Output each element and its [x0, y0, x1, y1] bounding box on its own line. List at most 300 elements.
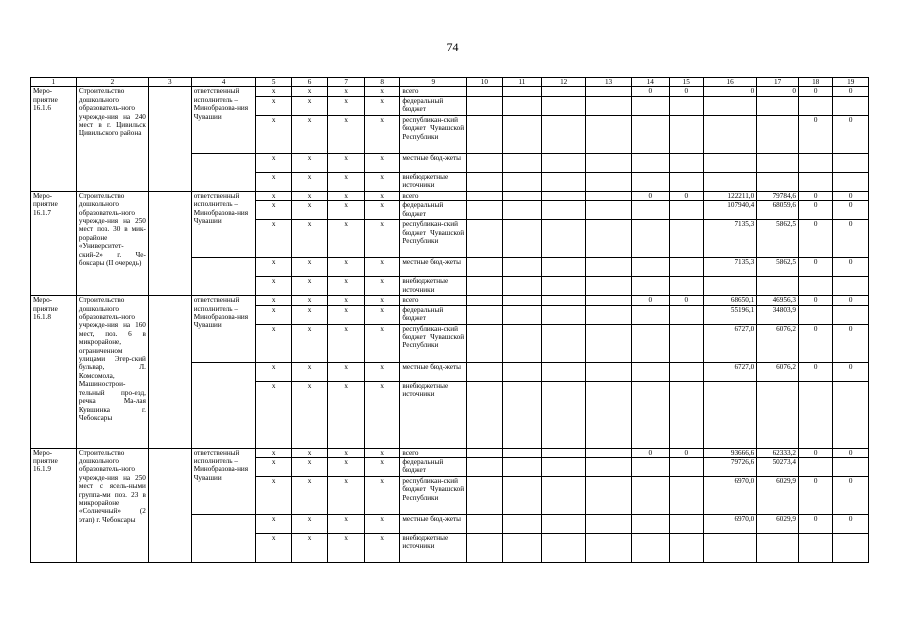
x-mark: x [364, 87, 399, 96]
empty-cell [502, 296, 542, 305]
value-cell: 6727,0 [703, 362, 756, 381]
funding-source: федеральный бюджет [400, 305, 467, 324]
value-cell [798, 96, 832, 115]
x-mark: x [256, 191, 291, 200]
funding-source: всего [400, 296, 467, 305]
x-mark: x [291, 191, 328, 200]
x-mark: x [291, 115, 328, 153]
value-cell [631, 277, 669, 296]
x-mark: x [328, 115, 365, 153]
x-mark: x [364, 381, 399, 448]
x-mark: x [256, 277, 291, 296]
value-cell [833, 458, 869, 477]
value-cell [833, 96, 869, 115]
x-mark: x [328, 96, 365, 115]
empty-cell [467, 362, 502, 381]
empty-cell [586, 115, 632, 153]
value-cell: 50273,4 [757, 458, 799, 477]
empty-cell [467, 458, 502, 477]
value-cell [757, 534, 799, 563]
funding-source: внебюджетные источники [400, 534, 467, 563]
empty-cell [467, 220, 502, 258]
empty-cell [586, 362, 632, 381]
value-cell: 6076,2 [757, 362, 799, 381]
column-number-row [31, 78, 869, 87]
funding-source: республикан-ский бюджет Чувашской Республики [400, 115, 467, 153]
empty-cell [502, 258, 542, 277]
page-number: 74 [446, 40, 459, 54]
value-cell [669, 477, 703, 515]
value-cell [669, 96, 703, 115]
value-cell [631, 477, 669, 515]
value-cell [669, 324, 703, 362]
value-cell [798, 458, 832, 477]
empty-cell [542, 87, 586, 96]
empty-cell [542, 220, 586, 258]
empty-cell [586, 87, 632, 96]
x-mark: x [256, 172, 291, 191]
empty-cell [502, 191, 542, 200]
empty-cell [467, 477, 502, 515]
value-cell: 6727,0 [703, 324, 756, 362]
value-cell: 0 [798, 191, 832, 200]
value-cell [798, 381, 832, 448]
value-cell: 0 [631, 191, 669, 200]
funding-source: республикан-ский бюджет Чувашской Республики [400, 324, 467, 362]
value-cell: 0 [669, 296, 703, 305]
x-mark: x [328, 296, 365, 305]
x-mark: x [328, 87, 365, 96]
x-mark: x [291, 305, 328, 324]
x-mark: x [364, 115, 399, 153]
empty-cell [586, 153, 632, 172]
column-number: 1 [31, 78, 77, 87]
measure-code: Меро-приятие 16.1.8 [31, 296, 77, 448]
x-mark: x [256, 515, 291, 534]
value-cell [669, 258, 703, 277]
x-mark: x [364, 458, 399, 477]
executor: ответственный исполнитель – Минобразова-ния Чувашии [191, 448, 256, 514]
measure-name: Строительство дошкольного образователь-ного учрежде-ния на 240 мест в г. Цивильск Цивильского района [76, 87, 148, 191]
table-row [31, 296, 869, 305]
empty-cell [542, 515, 586, 534]
x-mark: x [291, 362, 328, 381]
x-mark: x [256, 87, 291, 96]
empty-cell [542, 324, 586, 362]
column-number: 19 [833, 78, 869, 87]
funding-source: всего [400, 191, 467, 200]
empty-cell [467, 258, 502, 277]
value-cell [757, 96, 799, 115]
x-mark: x [291, 220, 328, 258]
value-cell: 5862,5 [757, 220, 799, 258]
value-cell [833, 172, 869, 191]
value-cell: 0 [833, 362, 869, 381]
value-cell: 0 [833, 201, 869, 220]
empty-cell [467, 115, 502, 153]
value-cell [669, 153, 703, 172]
x-mark: x [364, 324, 399, 362]
value-cell: 0 [798, 296, 832, 305]
x-mark: x [364, 448, 399, 457]
value-cell [833, 305, 869, 324]
empty-cell [467, 515, 502, 534]
value-cell [757, 277, 799, 296]
column-number: 11 [502, 78, 542, 87]
value-cell [798, 534, 832, 563]
value-cell [757, 381, 799, 448]
empty-cell [467, 153, 502, 172]
x-mark: x [328, 515, 365, 534]
x-mark: x [328, 191, 365, 200]
empty-cell [542, 201, 586, 220]
funding-source: федеральный бюджет [400, 201, 467, 220]
empty-cell [542, 172, 586, 191]
value-cell: 68059,6 [757, 201, 799, 220]
empty-cell [586, 324, 632, 362]
executor: ответственный исполнитель – Минобразова-ния Чувашии [191, 87, 256, 153]
value-cell: 79726,6 [703, 458, 756, 477]
measure-code: Меро-приятие 16.1.6 [31, 87, 77, 191]
measure-code: Меро-приятие 16.1.9 [31, 448, 77, 562]
x-mark: x [364, 362, 399, 381]
x-mark: x [256, 220, 291, 258]
x-mark: x [364, 172, 399, 191]
x-mark: x [291, 477, 328, 515]
x-mark: x [328, 277, 365, 296]
empty-cell [502, 534, 542, 563]
value-cell: 0 [757, 87, 799, 96]
value-cell: 0 [703, 87, 756, 96]
column-number: 10 [467, 78, 502, 87]
value-cell [833, 534, 869, 563]
value-cell [669, 362, 703, 381]
x-mark: x [256, 448, 291, 457]
value-cell [703, 115, 756, 153]
measure-name: Строительство дошкольного образователь-ного учрежде-ния на 250 мест поз. 30 в мик-рорайоне «Университет-ский-2» г. Че-боксары (II очередь) [76, 191, 148, 295]
empty-cell [148, 87, 191, 191]
empty-cell [467, 381, 502, 448]
x-mark: x [364, 201, 399, 220]
column-number: 5 [256, 78, 291, 87]
value-cell: 0 [798, 362, 832, 381]
funding-source: всего [400, 448, 467, 457]
empty-cell [586, 515, 632, 534]
empty-cell [502, 172, 542, 191]
empty-cell [586, 172, 632, 191]
empty-cell [586, 96, 632, 115]
x-mark: x [256, 96, 291, 115]
x-mark: x [328, 362, 365, 381]
value-cell [833, 153, 869, 172]
value-cell: 7135,3 [703, 220, 756, 258]
value-cell [669, 458, 703, 477]
empty-cell [542, 191, 586, 200]
x-mark: x [328, 153, 365, 172]
value-cell [631, 458, 669, 477]
empty-cell [586, 201, 632, 220]
value-cell [631, 515, 669, 534]
value-cell [669, 381, 703, 448]
empty-cell [502, 381, 542, 448]
column-number: 6 [291, 78, 328, 87]
value-cell [669, 115, 703, 153]
x-mark: x [364, 96, 399, 115]
funding-source: республикан-ский бюджет Чувашской Республики [400, 220, 467, 258]
x-mark: x [328, 220, 365, 258]
value-cell [669, 172, 703, 191]
funding-source: внебюджетные источники [400, 381, 467, 448]
empty-cell [542, 381, 586, 448]
x-mark: x [256, 381, 291, 448]
empty-cell [542, 477, 586, 515]
empty-cell [586, 220, 632, 258]
empty-cell [502, 153, 542, 172]
empty-cell [467, 87, 502, 96]
value-cell [631, 153, 669, 172]
x-mark: x [291, 201, 328, 220]
empty-cell [502, 201, 542, 220]
x-mark: x [291, 96, 328, 115]
value-cell: 0 [798, 448, 832, 457]
x-mark: x [328, 324, 365, 362]
empty-cell [586, 305, 632, 324]
empty-cell [502, 448, 542, 457]
empty-cell [502, 477, 542, 515]
x-mark: x [291, 448, 328, 457]
value-cell [703, 277, 756, 296]
value-cell: 46956,3 [757, 296, 799, 305]
empty-cell [542, 296, 586, 305]
empty-cell [502, 87, 542, 96]
value-cell [703, 381, 756, 448]
x-mark: x [364, 191, 399, 200]
value-cell [669, 277, 703, 296]
value-cell [631, 220, 669, 258]
column-number: 8 [364, 78, 399, 87]
value-cell [631, 201, 669, 220]
x-mark: x [328, 381, 365, 448]
value-cell: 0 [798, 87, 832, 96]
value-cell [631, 324, 669, 362]
x-mark: x [256, 324, 291, 362]
x-mark: x [291, 458, 328, 477]
x-mark: x [328, 477, 365, 515]
funding-source: внебюджетные источники [400, 277, 467, 296]
value-cell: 122211,0 [703, 191, 756, 200]
column-number: 4 [191, 78, 256, 87]
x-mark: x [328, 258, 365, 277]
empty-cell [542, 153, 586, 172]
value-cell: 0 [833, 115, 869, 153]
x-mark: x [256, 477, 291, 515]
x-mark: x [364, 515, 399, 534]
value-cell: 0 [798, 201, 832, 220]
funding-source: местные бюд-жеты [400, 515, 467, 534]
measure-code: Меро-приятие 16.1.7 [31, 191, 77, 295]
measure-name: Строительство дошкольного образователь-ного учрежде-ния на 250 мест с ясель-ными группа-ми поз. 23 в микрорайоне «Солнечный» (2 этап) г. Чебоксары [76, 448, 148, 562]
value-cell: 6029,9 [757, 477, 799, 515]
value-cell [631, 381, 669, 448]
x-mark: x [291, 153, 328, 172]
x-mark: x [256, 305, 291, 324]
empty-cell [467, 324, 502, 362]
empty-cell [586, 534, 632, 563]
value-cell [631, 362, 669, 381]
funding-source: федеральный бюджет [400, 96, 467, 115]
value-cell: 0 [798, 324, 832, 362]
value-cell [669, 534, 703, 563]
empty-cell [502, 115, 542, 153]
value-cell [757, 172, 799, 191]
x-mark: x [256, 296, 291, 305]
value-cell: 0 [833, 324, 869, 362]
value-cell: 0 [833, 448, 869, 457]
x-mark: x [256, 534, 291, 563]
empty-cell [542, 362, 586, 381]
x-mark: x [328, 448, 365, 457]
empty-cell [542, 96, 586, 115]
value-cell: 0 [669, 191, 703, 200]
column-number: 7 [328, 78, 365, 87]
empty-cell [586, 191, 632, 200]
value-cell [757, 153, 799, 172]
value-cell: 0 [833, 258, 869, 277]
value-cell: 34803,9 [757, 305, 799, 324]
x-mark: x [291, 324, 328, 362]
x-mark: x [256, 258, 291, 277]
value-cell [669, 201, 703, 220]
value-cell [669, 515, 703, 534]
empty-cell [542, 277, 586, 296]
empty-cell [586, 296, 632, 305]
empty-cell [148, 448, 191, 562]
empty-cell [467, 201, 502, 220]
empty-cell [502, 96, 542, 115]
value-cell: 0 [631, 448, 669, 457]
funding-source: местные бюд-жеты [400, 153, 467, 172]
value-cell [631, 305, 669, 324]
x-mark: x [291, 534, 328, 563]
funding-source: местные бюд-жеты [400, 258, 467, 277]
column-number: 14 [631, 78, 669, 87]
value-cell [703, 172, 756, 191]
empty-cell [586, 277, 632, 296]
empty-cell [502, 305, 542, 324]
value-cell [669, 220, 703, 258]
empty-cell [467, 296, 502, 305]
empty-cell [148, 296, 191, 448]
x-mark: x [291, 172, 328, 191]
empty-cell [467, 172, 502, 191]
value-cell [703, 96, 756, 115]
table-row [31, 191, 869, 200]
empty-cell [467, 448, 502, 457]
empty-cell [502, 277, 542, 296]
x-mark: x [256, 362, 291, 381]
column-number: 9 [400, 78, 467, 87]
x-mark: x [256, 153, 291, 172]
value-cell [631, 534, 669, 563]
value-cell: 7135,3 [703, 258, 756, 277]
value-cell: 0 [631, 87, 669, 96]
empty-cell [191, 258, 256, 296]
value-cell [631, 172, 669, 191]
value-cell: 0 [798, 220, 832, 258]
table-row [31, 87, 869, 96]
column-number: 12 [542, 78, 586, 87]
value-cell: 0 [798, 115, 832, 153]
empty-cell [542, 115, 586, 153]
value-cell: 0 [798, 477, 832, 515]
value-cell: 0 [833, 477, 869, 515]
empty-cell [191, 153, 256, 191]
x-mark: x [291, 277, 328, 296]
x-mark: x [291, 87, 328, 96]
x-mark: x [364, 153, 399, 172]
value-cell: 0 [669, 448, 703, 457]
x-mark: x [328, 534, 365, 563]
executor: ответственный исполнитель – Минобразова-ния Чувашии [191, 296, 256, 362]
empty-cell [586, 381, 632, 448]
x-mark: x [364, 534, 399, 563]
empty-cell [542, 448, 586, 457]
value-cell: 0 [798, 515, 832, 534]
value-cell [631, 258, 669, 277]
value-cell [757, 115, 799, 153]
value-cell: 6076,2 [757, 324, 799, 362]
empty-cell [586, 448, 632, 457]
empty-cell [502, 515, 542, 534]
empty-cell [191, 362, 256, 448]
empty-cell [542, 258, 586, 277]
value-cell [631, 115, 669, 153]
empty-cell [467, 96, 502, 115]
x-mark: x [256, 201, 291, 220]
value-cell [798, 277, 832, 296]
value-cell: 93666,6 [703, 448, 756, 457]
empty-cell [467, 305, 502, 324]
x-mark: x [291, 515, 328, 534]
empty-cell [191, 515, 256, 563]
empty-cell [148, 191, 191, 295]
funding-source: федеральный бюджет [400, 458, 467, 477]
value-cell: 62333,2 [757, 448, 799, 457]
value-cell [833, 381, 869, 448]
value-cell [703, 534, 756, 563]
column-number: 2 [76, 78, 148, 87]
x-mark: x [291, 258, 328, 277]
value-cell: 5862,5 [757, 258, 799, 277]
x-mark: x [364, 477, 399, 515]
x-mark: x [364, 296, 399, 305]
empty-cell [502, 220, 542, 258]
x-mark: x [364, 220, 399, 258]
value-cell: 68650,1 [703, 296, 756, 305]
empty-cell [542, 534, 586, 563]
empty-cell [467, 277, 502, 296]
column-number: 3 [148, 78, 191, 87]
value-cell [631, 96, 669, 115]
empty-cell [586, 477, 632, 515]
empty-cell [586, 258, 632, 277]
value-cell: 6029,9 [757, 515, 799, 534]
measure-name: Строительство дошкольного образователь-ного учрежде-ния на 160 мест, поз. 6 в микрорайоне, ограниченном улицами Эгер-ский бульвар, Л. Комсомола, Машинострои-тельный про-езд, речка Ма-лая Кувшинка г. Чебоксары [76, 296, 148, 448]
column-number: 17 [757, 78, 799, 87]
value-cell: 6970,0 [703, 515, 756, 534]
column-number: 13 [586, 78, 632, 87]
value-cell [833, 277, 869, 296]
